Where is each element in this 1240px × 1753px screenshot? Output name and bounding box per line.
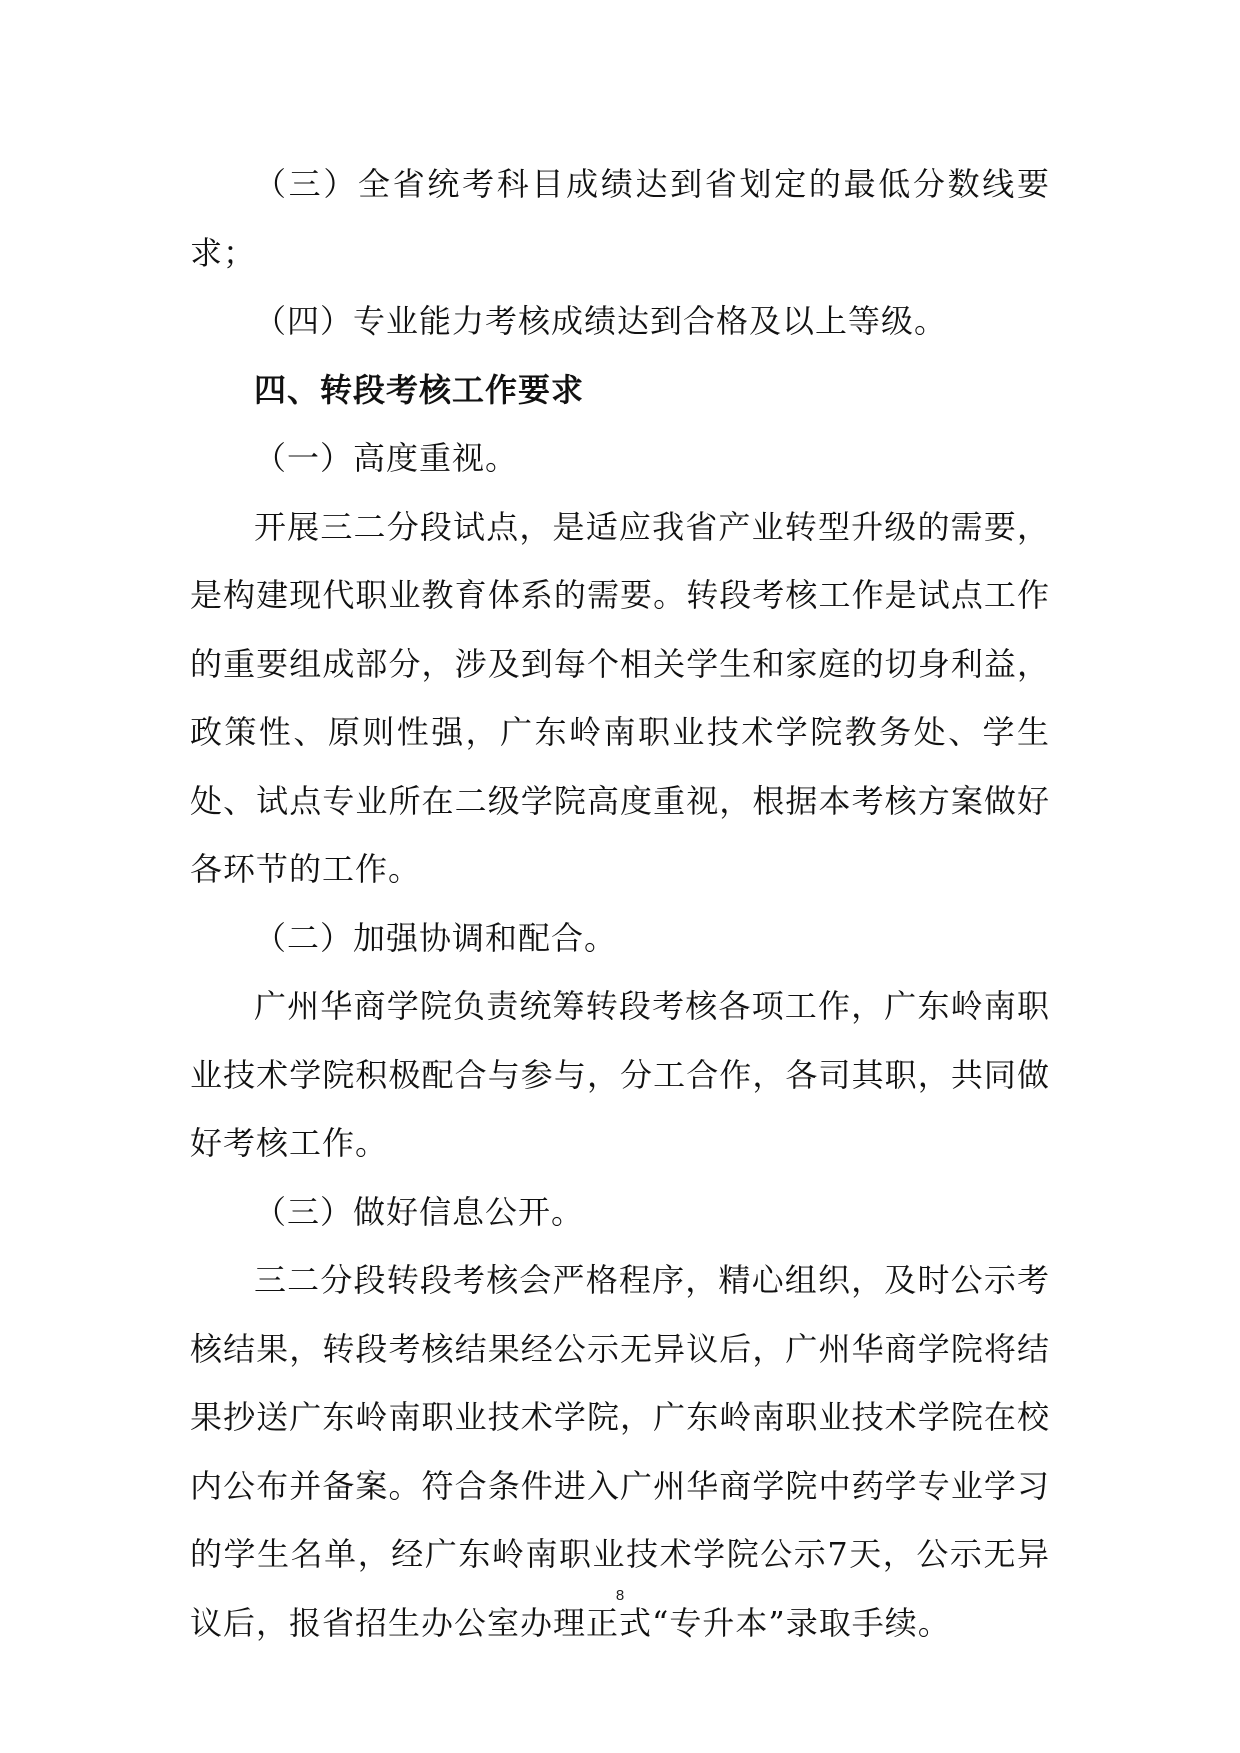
paragraph-disclosure-body: 三二分段转段考核会严格程序，精心组织，及时公示考核结果，转段考核结果经公示无异议后，广州华商学院将结果抄送广东岭南职业技术学院，广东岭南职业技术学院在校内公布并备案。符合条件进入广州华商学院中药学专业学习的学生名单，经广东岭南职业技术学院公示7天，公示无异议后，报省招生办公室办理正式“专升本”录取手续。	[190, 1261, 1050, 1642]
paragraph-coordination-body: 广州华商学院负责统筹转段考核各项工作，广东岭南职业技术学院积极配合与参与，分工合作，各司其职，共同做好考核工作。	[190, 987, 1050, 1162]
paragraph-emphasis-body: 开展三二分段试点，是适应我省产业转型升级的需要，是构建现代职业教育体系的需要。转段考核工作是试点工作的重要组成部分，涉及到每个相关学生和家庭的切身利益，政策性、原则性强，广东岭南职业技术学院教务处、学生处、试点专业所在二级学院高度重视，根据本考核方案做好各环节的工作。	[190, 507, 1050, 888]
subheading-emphasis: （一）高度重视。	[254, 439, 519, 477]
subheading-disclosure: （三）做好信息公开。	[254, 1192, 585, 1231]
paragraph-item-3: （三）全省统考科目成绩达到省划定的最低分数线要求；	[190, 165, 1050, 272]
subheading-coordination: （二）加强协调和配合。	[254, 918, 618, 957]
page-number: 8	[615, 1587, 625, 1604]
section-heading-4: 四、转段考核工作要求	[254, 370, 585, 409]
document-body	[190, 150, 1050, 1657]
paragraph-item-4: （四）专业能力考核成绩达到合格及以上等级。	[254, 302, 948, 340]
